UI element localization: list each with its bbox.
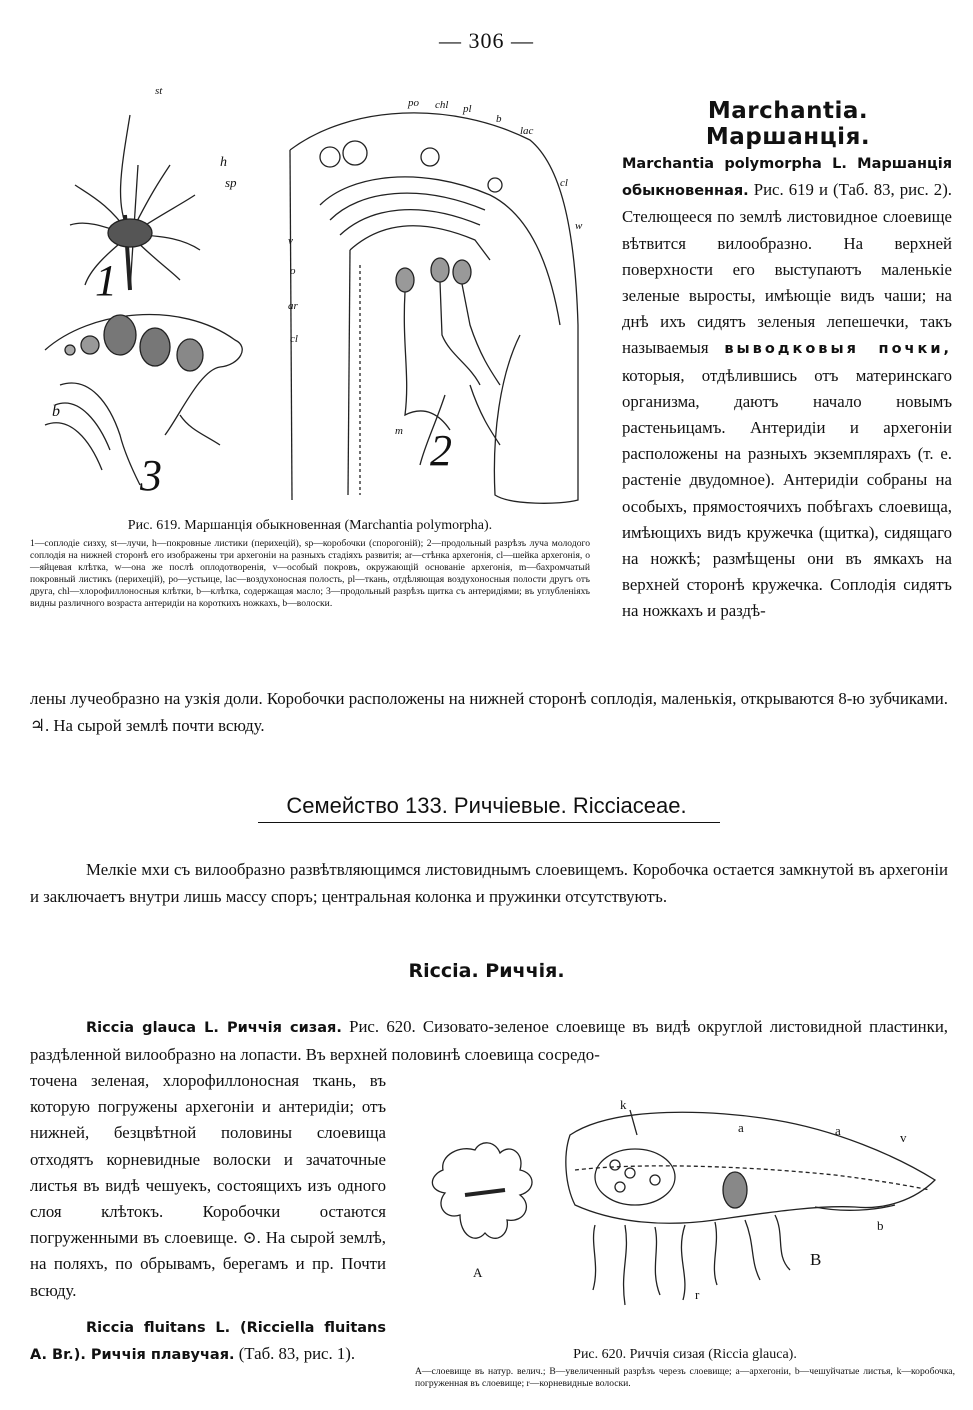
label-v-620: v (900, 1130, 907, 1145)
marchantia-description (622, 150, 952, 625)
figure-number-2: 2 (430, 426, 452, 475)
label-k: k (620, 1097, 627, 1112)
label-m: m (395, 425, 403, 437)
family-description: Мелкіе мхи съ вилообразно развѣтвляющимся листовиднымъ слоевищемъ. Коробочка остается замкнутой въ архегоніи и заключаетъ внутри лишь массу споръ; центральная колонка и пружинки отсутствуютъ. (30, 860, 948, 906)
label-A: A (473, 1265, 483, 1280)
species-name-marchantia: Marchantia polymorpha L. Маршанція обыкновенная. (622, 156, 952, 200)
label-cl: cl (560, 177, 568, 189)
label-a2: a (835, 1123, 841, 1138)
marchantia-text-2: которыя, отдѣлившись отъ материнскаго организма, даютъ начало новымъ растеньицамъ. Антеридіи и архегоніи расположены на разныхъ экземплярахъ (т. е. растеніе двудомное). Антеридіи собраны на особыхъ, прямостоячихъ побѣгахъ слоевища, имѣющихъ видъ кружечка (щитка), сидящаго на ножкѣ; размѣщены они въ ямкахъ на верхней сторонѣ кружечка. Соплодія сидятъ на ножкахъ и раздѣ- (622, 365, 952, 621)
family-heading-underline (258, 822, 720, 823)
figure-number-3: 3 (140, 451, 162, 500)
riccia-glauca-text (30, 1014, 948, 1068)
label-o: o (290, 265, 296, 277)
label-pl: pl (463, 103, 472, 115)
label-cl2: cl (290, 333, 298, 345)
figure-619-caption: Рис. 619. Маршанція обыкновенная (Marchantia polymorpha). (127, 518, 493, 533)
label-a: a (738, 1120, 744, 1135)
label-sp: sp (225, 175, 237, 190)
page-number: — 306 — (439, 28, 534, 53)
species-name-riccia-fluitans: Riccia fluitans L. (Ricciella fluitans A. Br.). Риччія плавучая. (30, 1319, 386, 1364)
genus-title-marchantia: Marchantia. Маршанція. (705, 98, 871, 150)
riccia-fluitans-entry (30, 1314, 386, 1368)
riccia-glauca-text-2: точена зеленая, хлорофиллоносная ткань, въ которую погружены архегоніи и антеридіи; отъ нижней, безцвѣтной половины слоевища отходятъ корневидные волоски и зачаточные листья въ видѣ чешуекъ, состоящихъ изъ одного слоя клѣтокъ. Коробочки остаются погруженными въ слоевище. ⊙. На сырой землѣ, на поляхъ, по обрывамъ, берегамъ и пр. Почти всюду. (30, 1071, 386, 1300)
label-b2: b (496, 113, 502, 125)
family-heading: Семейство 133. Риччіевые. Ricciaceae. (286, 793, 687, 818)
figure-619 (30, 85, 600, 515)
label-v: v (288, 235, 293, 247)
marchantia-text-1: Рис. 619 и (Таб. 83, рис. 2). Стелющееся по землѣ листовидное слоевище вѣтвится вилообразно. На верхней поверхности его выступаютъ маленькіе зеленые выросты, имѣющіе видъ чаши; на днѣ ихъ сидятъ зеленыя лепешечки, такъ называемыя (622, 180, 952, 358)
label-ar: ar (288, 300, 298, 312)
label-b: b (52, 403, 60, 420)
marchantia-text-continued: лены лучеобразно на узкія доли. Коробочки расположены на нижней сторонѣ соплодія, маленькія, открываются 8-ю зубчиками. ♃. На сырой землѣ почти всюду. (30, 689, 948, 735)
species-name-riccia-glauca: Riccia glauca L. Риччія сизая. (86, 1020, 342, 1036)
label-r: r (695, 1287, 700, 1302)
label-w: w (575, 220, 583, 232)
label-st: st (155, 85, 163, 97)
figure-number-1: 1 (95, 256, 117, 305)
riccia-fluitans-ref: (Таб. 83, рис. 1). (238, 1344, 356, 1364)
genus-title-riccia: Riccia. Риччія. (408, 960, 565, 982)
figure-620 (415, 1095, 955, 1345)
label-po: po (408, 97, 419, 109)
label-h: h (220, 155, 227, 170)
label-B: B (810, 1250, 822, 1269)
label-chl: chl (435, 99, 449, 111)
label-lac: lac (520, 125, 534, 137)
riccia-glauca-text-continued (30, 1068, 386, 1368)
figure-620-legend: A—слоевище въ натур. велич.; B—увеличенный разрѣзъ черезъ слоевище; a—архегоніи, b—чешуйчатые листья, k—коробочка, погруженная въ слоевище; r—корневидные волоски. (415, 1366, 955, 1389)
figure-619-legend: 1—соплодіе сизху, st—лучи, h—покровные листики (перихецій), sp—коробочки (спорогоній); 2—продольный разрѣзъ луча молодого соплодія на нижней сторонѣ его изображены три архегоніи на разныхъ стадіяхъ развитія; ar—стѣнка архегонія, cl—шейка архегонія, o—яйцевая клѣтка, w—она же послѣ оплодотворенія, v—особый покровъ, окружающій основаніе архегонія, m—бахромчатый покровный листикъ (перихецій), po—устьице, lac—воздухоносная полость, pl—ткань, отдѣляющая воздухоносныя полости другъ отъ друга, chl—хлорофиллоносныя клѣтки, b—клѣтка, содержащая масло; 3—продольный разрѣзъ щитка съ антеридіями; въ углубленіяхъ видны различного возраста антеридіи на короткихъ ножкахъ, b—волоски. (30, 538, 590, 610)
riccia-glauca-text-1: Рис. 620. Сизовато-зеленое слоевище въ видѣ округлой листовидной пластинки, раздѣленной вилообразно на лопасти. Въ верхней половинѣ слоевища сосредо- (30, 1017, 948, 1064)
label-b-620: b (877, 1218, 884, 1233)
figure-620-caption: Рис. 620. Риччія сизая (Riccia glauca). (573, 1347, 797, 1362)
figure-620-drawing (415, 1095, 955, 1345)
term-brood-buds: выводковыя почки, (724, 341, 952, 358)
